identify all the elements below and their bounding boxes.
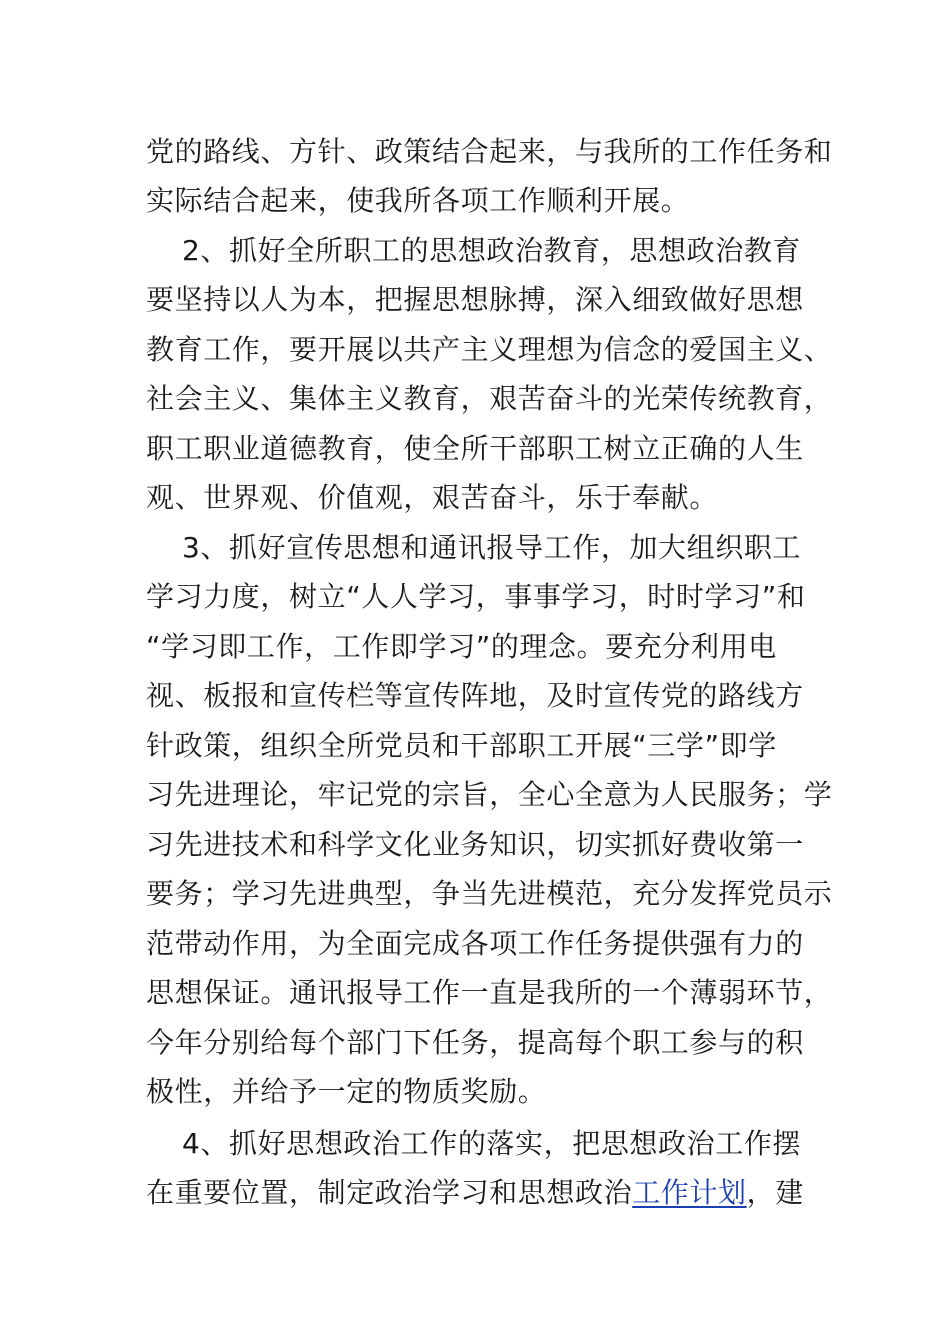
paragraph-first-line: 3、抓好宣传思想和通讯报导工作，加大组织职工 [182,531,802,564]
text-line: 观、世界观、价值观，艰苦奋斗，乐于奉献。 [146,481,719,514]
text-line: 教育工作，要开展以共产主义理想为信念的爱国主义、 [146,333,833,366]
text-line: 针政策，组织全所党员和干部职工开展“三学”即学 [146,729,777,762]
text-line: 职工职业道德教育，使全所干部职工树立正确的人生 [146,432,804,465]
text-line: 极性，并给予一定的物质奖励。 [146,1075,547,1108]
text-line: 范带动作用，为全面完成各项工作任务提供强有力的 [146,927,804,960]
text-line: 实际结合起来，使我所各项工作顺利开展。 [146,184,690,217]
text-line: 今年分别给每个部门下任务，提高每个职工参与的积 [146,1026,804,1059]
text-line: 思想保证。通讯报导工作一直是我所的一个薄弱环节， [146,976,833,1009]
text-line: 社会主义、集体主义教育，艰苦奋斗的光荣传统教育， [146,382,833,415]
text-line: 党的路线、方针、政策结合起来，与我所的工作任务和 [146,135,833,168]
text-segment: ，建 [746,1176,804,1209]
text-line: “学习即工作，工作即学习”的理念。要充分利用电 [146,630,777,663]
text-line: 学习力度，树立“人人学习，事事学习，时时学习”和 [146,580,806,613]
text-line: 习先进技术和科学文化业务知识，切实抓好费收第一 [146,828,804,861]
text-segment: 在重要位置，制定政治学习和思想政治 [146,1176,633,1209]
text-line: 习先进理论，牢记党的宗旨，全心全意为人民服务；学 [146,778,833,811]
work-plan-link[interactable]: 工作计划 [632,1176,747,1209]
text-line [146,1173,804,1213]
text-line: 要坚持以人为本，把握思想脉搏，深入细致做好思想 [146,283,804,316]
paragraph-first-line: 2、抓好全所职工的思想政治教育，思想政治教育 [182,234,802,267]
text-line: 视、板报和宣传栏等宣传阵地，及时宣传党的路线方 [146,679,804,712]
text-line: 要务；学习先进典型，争当先进模范，充分发挥党员示 [146,877,833,910]
paragraph-first-line: 4、抓好思想政治工作的落实，把思想政治工作摆 [182,1127,802,1160]
